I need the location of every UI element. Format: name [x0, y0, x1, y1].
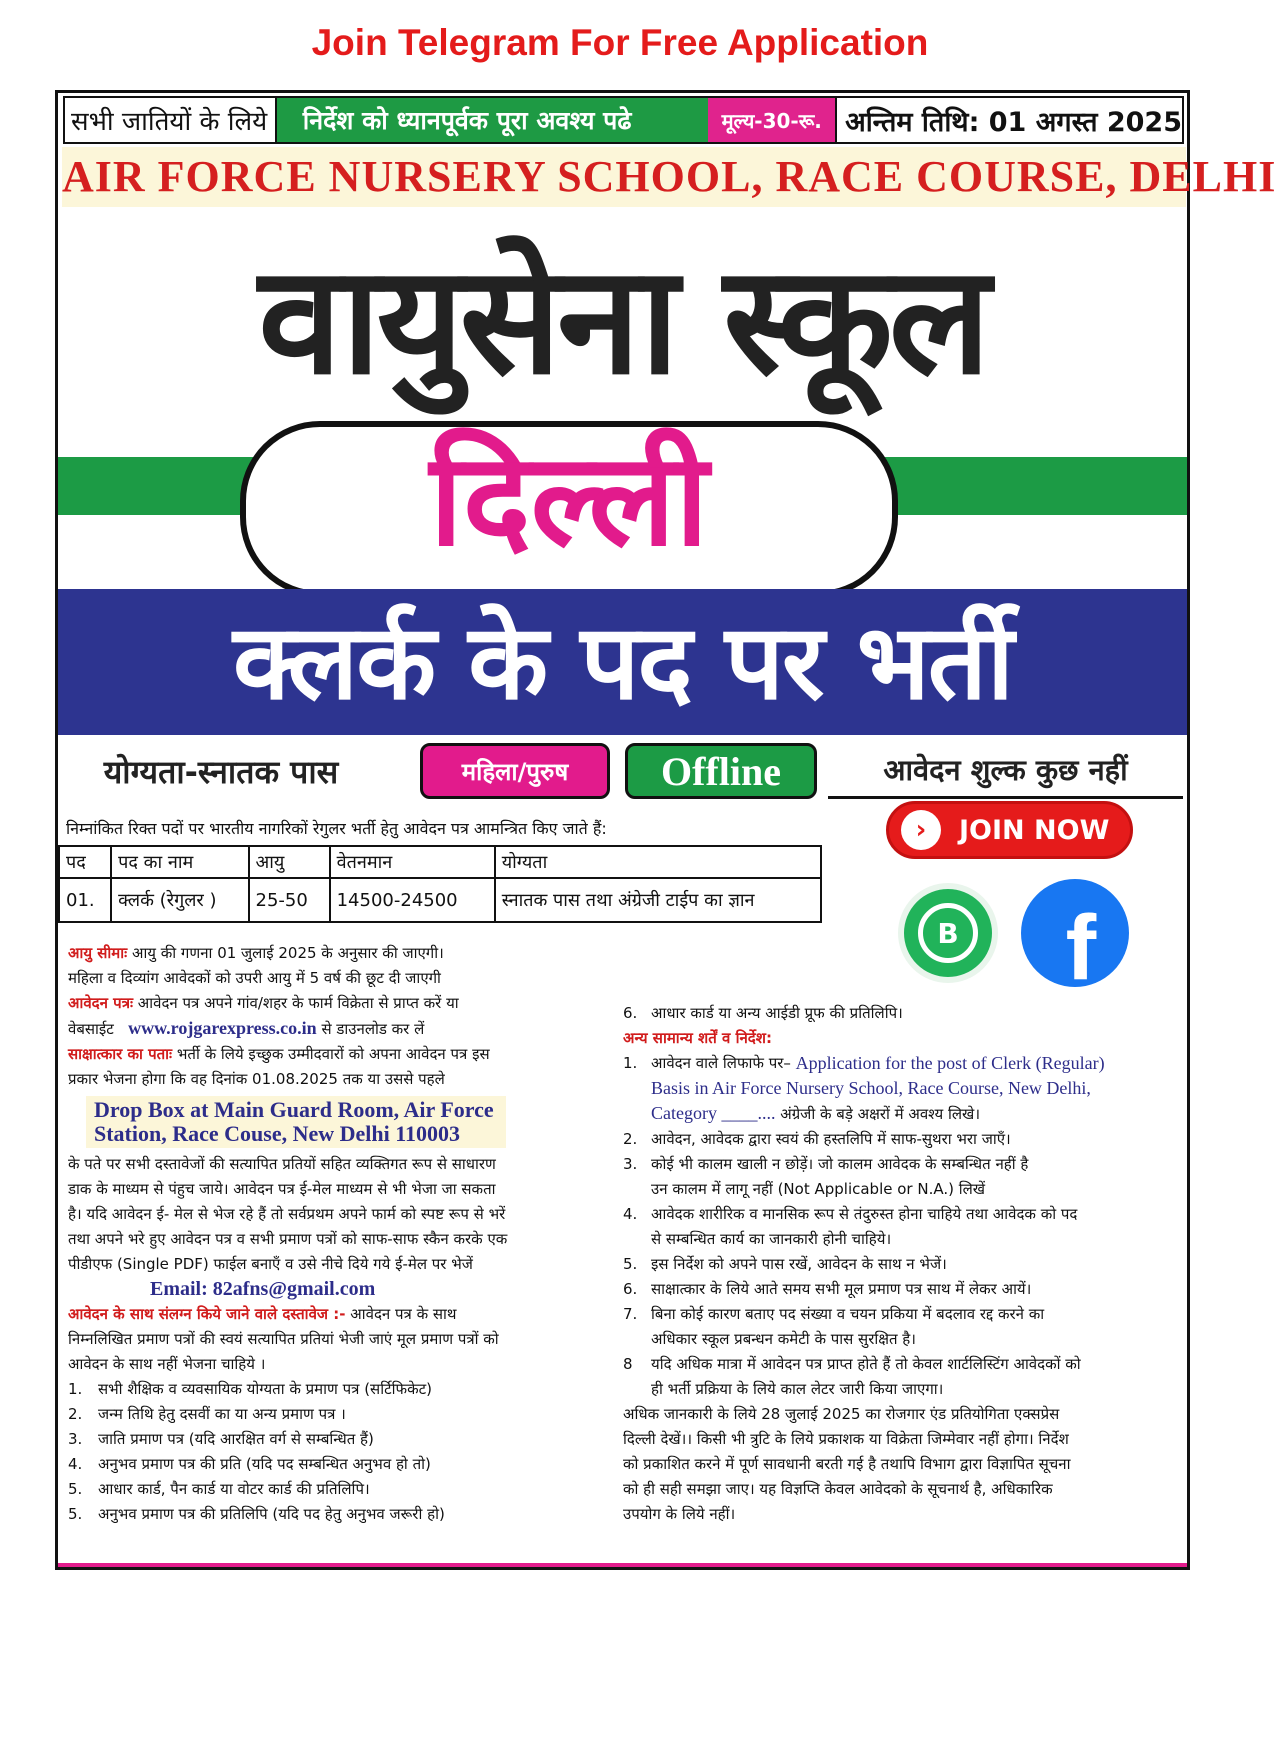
dropbox-line-2: Station, Race Couse, New Delhi 110003	[94, 1121, 461, 1146]
rule-text: अंग्रेजी के बड़े अक्षरों में अवश्य लिखे।	[780, 1105, 981, 1123]
rule-item	[623, 1152, 1189, 1177]
website-link[interactable]: www.rojgarexpress.co.in	[128, 1018, 317, 1038]
list-text: अनुभव प्रमाण पत्र की प्रतिलिपि (यदि पद हेतु अनुभव जरूरी हो)	[98, 1505, 445, 1523]
age-relax-text: महिला व दिव्यांग आवेदकों को उपरी आयु में 5 वर्ष की छूट दी जाएगी	[68, 969, 441, 987]
paragraph-line: है। यदि आवेदन ई- मेल से भेज रहे हैं तो सर्वप्रथम अपने फार्म को स्पष्ट रूप से भरें	[68, 1205, 506, 1223]
join-now-button[interactable]	[886, 801, 1133, 859]
rule-text-en: Category ____....	[651, 1103, 776, 1123]
list-number: 6.	[623, 1004, 638, 1022]
school-name: AIR FORCE NURSERY SCHOOL, RACE COURSE, DELHI	[62, 147, 1186, 207]
facebook-letter: f	[1065, 897, 1097, 999]
rule-item	[623, 1302, 1189, 1327]
docs-text: आवेदन पत्र के साथ	[350, 1305, 457, 1323]
paragraph-line: के पते पर सभी दस्तावेजों की सत्यापित प्रतियों सहित व्यक्तिगत रूप से साधारण	[68, 1155, 496, 1173]
chevron-right-icon: ›	[901, 810, 941, 850]
rule-text: साक्षात्कार के लिये आते समय सभी मूल प्रमाण पत्र साथ में लेकर आयें।	[651, 1280, 1032, 1298]
rule-text: बिना कोई कारण बताए पद संख्या व चयन प्रकिया में बदलाव रद्द करने का	[651, 1305, 1045, 1323]
interview-text-2: प्रकार भेजना होगा कि वह दिनांक 01.08.2025 तक या उससे पहले	[68, 1070, 445, 1088]
offline-badge: Offline	[625, 743, 817, 799]
col-header: पद	[59, 846, 111, 878]
telegram-promo-link[interactable]: Join Telegram For Free Application	[311, 22, 929, 63]
form-text: आवेदन पत्र अपने गांव/शहर के फार्म विक्रेता से प्राप्त करें या	[137, 994, 459, 1012]
rule-text: उन कालम में लागू नहीं (Not Applicable or N.A.) लिखें	[651, 1180, 986, 1198]
docs-label: आवेदन के साथ संलग्न किये जाने वाले दस्तावेज :-	[68, 1305, 346, 1323]
rule-text: आवेदक शारीरिक व मानसिक रूप से तंदुरुस्त होना चाहिये तथा आवेदक को पद	[651, 1205, 1078, 1223]
website-suffix: से डाउनलोड कर लें	[321, 1020, 425, 1038]
list-number: 5.	[68, 1480, 83, 1498]
rule-text-en: Basis in Air Force Nursery School, Race Course, New Delhi,	[651, 1078, 1091, 1098]
join-now-label: JOIN NOW	[959, 814, 1110, 846]
qualification-badge: योग्यता-स्नातक पास	[103, 752, 339, 791]
col-header: आयु	[249, 846, 330, 878]
notice-poster	[55, 90, 1276, 1570]
table-cell: 01.	[59, 878, 111, 922]
list-number: 5.	[68, 1505, 83, 1523]
age-label: आयु सीमाः	[68, 944, 128, 962]
table-cell: 25-50	[249, 878, 330, 922]
paragraph-line: पीडीएफ (Single PDF) फाईल बनाएँ व उसे नीचे दिये गये ई-मेल पर भेजें	[68, 1255, 473, 1273]
footer-note: को प्रकाशित करने में पूर्ण सावधानी बरती गई है तथापि विभाग द्वारा विज्ञापित सूचना	[623, 1455, 1071, 1473]
instruction-note: निर्देश को ध्यानपूर्वक पूरा अवश्य पढे	[277, 98, 709, 142]
facebook-icon[interactable]	[1021, 879, 1129, 999]
table-cell: स्नातक पास तथा अंग्रेजी टाईप का ज्ञान	[495, 878, 821, 922]
list-item	[68, 1402, 598, 1427]
table-cell: 14500-24500	[330, 878, 495, 922]
list-text: सभी शैक्षिक व व्यवसायिक योग्यता के प्रमाण पत्र (सर्टिफिकेट)	[98, 1380, 433, 1398]
list-number: 5.	[623, 1255, 638, 1273]
badge-row	[58, 743, 1187, 803]
whatsapp-letter: B	[918, 903, 978, 963]
list-text: अनुभव प्रमाण पत्र की प्रति (यदि पद सम्बन्धित अनुभव हो तो)	[98, 1455, 431, 1473]
rule-text: अधिकार स्कूल प्रबन्धन कमेटी के पास सुरक्षित है।	[651, 1330, 916, 1348]
age-text: आयु की गणना 01 जुलाई 2025 के अनुसार की जाएगी।	[131, 944, 444, 962]
list-item	[68, 1502, 598, 1527]
list-number: 8	[623, 1355, 633, 1373]
dropbox-line-1: Drop Box at Main Guard Room, Air Force	[94, 1097, 494, 1122]
caste-note: सभी जातियों के लिये	[65, 98, 277, 142]
interview-label: साक्षात्कार का पताः	[68, 1045, 173, 1063]
city-title: दिल्ली	[429, 426, 709, 575]
rule-text: से सम्बन्धित कार्य का जानकारी होनी चाहिये।	[651, 1230, 892, 1248]
list-text: आधार कार्ड, पैन कार्ड या वोटर कार्ड की प्रतिलिपि।	[98, 1480, 370, 1498]
rule-text: आवेदन, आवेदक द्वारा स्वयं की हस्तलिपि में साफ-सुथरा भरा जाएँ।	[651, 1130, 1011, 1148]
website-prefix: वेबसाईट	[68, 1020, 114, 1038]
email-link[interactable]: Email: 82afns@gmail.com	[150, 1278, 376, 1300]
col-header: पद का नाम	[111, 846, 248, 878]
dropbox-address	[86, 1096, 506, 1148]
rule-item	[623, 1277, 1189, 1302]
interview-text: भर्ती के लिये इच्छुक उम्मीदवारों को अपना आवेदन पत्र इस	[176, 1045, 490, 1063]
left-column	[68, 941, 598, 1527]
whatsapp-business-icon[interactable]	[898, 883, 998, 983]
bottom-divider	[58, 1563, 1187, 1567]
form-label: आवेदन पत्रः	[68, 994, 134, 1012]
table-header-row	[59, 846, 821, 878]
rule-item	[623, 1252, 1189, 1277]
rule-item	[623, 1127, 1189, 1152]
headline-title: वायुसेना स्कूल	[258, 234, 987, 408]
table-cell: क्लर्क (रेगुलर )	[111, 878, 248, 922]
list-text: जन्म तिथि हेतु दसवीं का या अन्य प्रमाण पत्र ।	[98, 1405, 346, 1423]
col-header: योग्यता	[495, 846, 821, 878]
price-tag: मूल्य-30-रू.	[708, 98, 837, 142]
intro-text: निम्नांकित रिक्त पदों पर भारतीय नागरिकों रेगुलर भर्ती हेतु आवेदन पत्र आमन्त्रित किए जाते हैं:	[66, 819, 607, 838]
right-column	[623, 1001, 1189, 1527]
rule-text: यदि अधिक मात्रा में आवेदन पत्र प्राप्त होते हैं तो केवल शार्टलिस्टिंग आवेदकों को	[651, 1355, 1081, 1373]
post-banner-title: क्लर्क के पद पर भर्ती	[233, 601, 1012, 723]
footer-note: दिल्ली देखें।। किसी भी त्रुटि के लिये प्रकाशक या विक्रेता जिम्मेवार नहीं होगा। निर्देश	[623, 1430, 1069, 1448]
list-number: 7.	[623, 1305, 638, 1323]
footer-note: अधिक जानकारी के लिये 28 जुलाई 2025 का रोजगार एंड प्रतियोगिता एक्सप्रेस	[623, 1405, 1060, 1423]
docs-text-3: आवेदन के साथ नहीं भेजना चाहिये ।	[68, 1355, 266, 1373]
list-text: आधार कार्ड या अन्य आईडी प्रूफ की प्रतिलिपि।	[651, 1004, 903, 1022]
rule-text: आवेदन वाले लिफाफे पर–	[651, 1054, 791, 1072]
table-row	[59, 878, 821, 922]
list-item	[68, 1377, 598, 1402]
rule-text: कोई भी कालम खाली न छोड़ें। जो कालम आवेदक के सम्बन्धित नहीं है	[651, 1155, 1029, 1173]
list-number: 6.	[623, 1280, 638, 1298]
paragraph-line: तथा अपने भरे हुए आवेदन पत्र व सभी प्रमाण पत्रों को साफ-साफ स्कैन करके एक	[68, 1230, 508, 1248]
list-number: 3.	[68, 1430, 83, 1448]
footer-note: को ही सही समझा जाए। यह विज्ञप्ति केवल आवेदको के सूचनार्थ है, अधिकारिक	[623, 1480, 1053, 1498]
rule-item	[623, 1051, 1189, 1076]
list-text: जाति प्रमाण पत्र (यदि आरक्षित वर्ग से सम्बन्धित हैं)	[98, 1430, 374, 1448]
list-number: 1.	[68, 1380, 83, 1398]
rule-text: इस निर्देश को अपने पास रखें, आवेदन के साथ न भेजें।	[651, 1255, 947, 1273]
rule-item	[623, 1202, 1189, 1227]
top-info-bar	[63, 96, 1184, 144]
rule-text: ही भर्ती प्रक्रिया के लिये काल लेटर जारी किया जाएगा।	[651, 1380, 944, 1398]
list-number: 3.	[623, 1155, 638, 1173]
list-item	[68, 1452, 598, 1477]
list-item	[68, 1427, 598, 1452]
docs-text-2: निम्नलिखित प्रमाण पत्रों की स्वयं सत्यापित प्रतियां भेजी जाएं मूल प्रमाण पत्रों को	[68, 1330, 499, 1348]
rules-heading: अन्य सामान्य शर्तें व निर्देश:	[623, 1029, 772, 1047]
list-number: 1.	[623, 1054, 638, 1072]
list-number: 4.	[623, 1205, 638, 1223]
fee-badge: आवेदन शुल्क कुछ नहीं	[828, 743, 1183, 799]
footer-note: उपयोग के लिये नहीं।	[623, 1505, 736, 1523]
list-item	[623, 1001, 1189, 1026]
list-number: 2.	[68, 1405, 83, 1423]
rule-item	[623, 1352, 1189, 1377]
col-header: वेतनमान	[330, 846, 495, 878]
paragraph-line: डाक के माध्यम से पंहुच जाये। आवेदन पत्र ई-मेल माध्यम से भी भेजा जा सकता	[68, 1180, 496, 1198]
list-item	[68, 1477, 598, 1502]
list-number: 4.	[68, 1455, 83, 1473]
list-number: 2.	[623, 1130, 638, 1148]
posts-table	[58, 845, 822, 923]
gender-badge: महिला/पुरुष	[420, 743, 610, 799]
last-date: अन्तिम तिथि: 01 अगस्त 2025	[837, 98, 1182, 142]
rule-text-en: Application for the post of Clerk (Regular)	[795, 1053, 1105, 1073]
